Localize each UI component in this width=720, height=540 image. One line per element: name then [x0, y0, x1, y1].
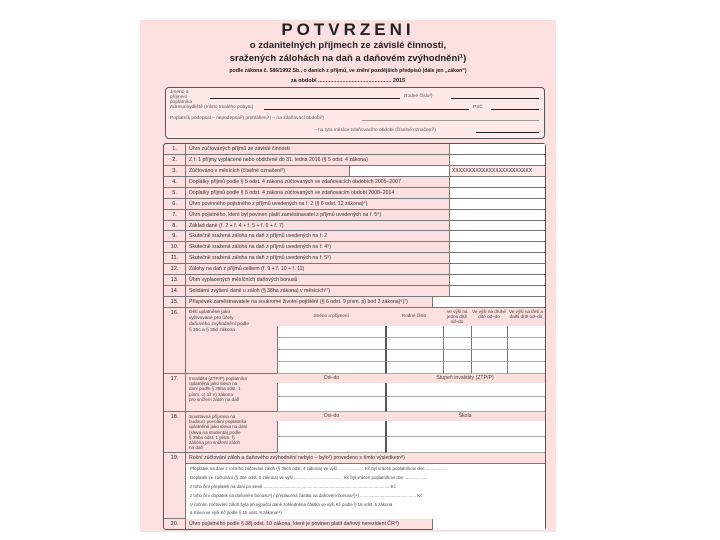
row-value-field[interactable] — [449, 210, 545, 220]
declaration-label: Poplatník podepsal – nepodepsal²) prohlášení¹) – na zdaňovací období²) — [170, 116, 325, 121]
months-value-field[interactable] — [349, 166, 449, 176]
child-cell-field[interactable] — [443, 338, 471, 350]
col-header-od-do: Od–do — [323, 413, 340, 419]
row-20-value-field[interactable] — [432, 519, 545, 530]
certificate-form — [140, 20, 556, 532]
row-value-field[interactable] — [449, 286, 545, 296]
row-label: budoucí povolání poplatníka — [189, 419, 247, 425]
row-16-label: § 35c a § 35d zákona — [189, 328, 235, 333]
row-label: zákona pro snížení záloh — [189, 440, 241, 445]
row-20 — [164, 519, 545, 530]
table-row — [164, 188, 545, 199]
row-label: Skutečně sražená záloha na daň z příjmů uvedených na ř. 2 — [189, 233, 328, 240]
row-label: Úhrn pojistného, které byl povinen platit zaměstnavatel z příjmů uvedených na ř. 5⁴) — [189, 211, 382, 218]
col-header: Rodné číslo — [401, 313, 427, 318]
row-3-crossed-out: XXXXXXXXXXXXXXXXXXXXXXXX — [449, 166, 545, 176]
birth-number-label: Rodné číslo²) — [404, 94, 433, 99]
child-cell-field[interactable] — [277, 338, 385, 350]
row-label: uplatněná jako sleva na dani — [189, 424, 248, 430]
table-row — [164, 275, 545, 286]
school-field[interactable] — [385, 421, 545, 437]
row-number: 8. — [164, 221, 186, 231]
income-table — [163, 143, 546, 530]
row-value-field[interactable] — [432, 297, 545, 307]
row-number: 14. — [164, 286, 186, 296]
row-value-field[interactable] — [449, 221, 545, 231]
child-cell-field[interactable] — [277, 350, 385, 362]
settlement-details — [186, 463, 545, 519]
taxpayer-header — [165, 87, 545, 139]
row-number: 9. — [164, 231, 186, 241]
row-label: Skutečně sražená záloha na daň z příjmů uvedených na ř. 4⁵) — [189, 244, 332, 251]
row-number: 11. — [164, 253, 186, 263]
table-row — [164, 155, 545, 166]
table-row — [164, 199, 545, 210]
col-header-school: Škola — [458, 413, 472, 419]
table-row — [164, 177, 545, 188]
row-number: 6. — [164, 199, 186, 209]
child-cell-field[interactable] — [507, 362, 545, 374]
row-label: pro snížení záloh na daň — [189, 396, 240, 402]
months-label: – na tyto měsíce zdaňovacího období (číselné označení³) — [314, 128, 436, 133]
table-row — [164, 166, 545, 177]
row-number: 3. — [164, 166, 186, 176]
settlement-line: z toho činí přeplatek na dani po slevě ....................................................................................................... Kč — [190, 484, 396, 489]
row-number: 7. — [164, 210, 186, 220]
row-16-label: Děti uplatněné jako — [189, 310, 231, 315]
study-period-field[interactable] — [277, 437, 385, 453]
row-value-field[interactable] — [449, 199, 545, 209]
address-label: Adresa bydliště (místo trvalého pobytu) — [170, 105, 254, 110]
row-label: Příspěvek zaměstnavatele na soukromé životní pojištění (§ 6 odst. 9 písm. p) bod 3 zákona)⁶)⁷) — [189, 299, 408, 306]
invalidity-period-field[interactable] — [277, 397, 385, 412]
invalidity-degree-field[interactable] — [385, 383, 545, 397]
row-16-children — [164, 308, 545, 374]
row-label: Skutečně sražená záloha na daň z příjmů uvedených na ř. 5⁵) — [189, 255, 332, 262]
row-17-invalidity — [164, 374, 545, 412]
row-label: na daň — [189, 445, 204, 451]
col-header: Ve výši na třetí a další dítě od–do — [509, 309, 543, 319]
col-header: Jméno a příjmení — [313, 313, 349, 318]
child-cell-field[interactable] — [443, 326, 471, 338]
row-label: Invalidita (ZTP/P) poplatníka — [189, 376, 247, 381]
row-number: 12. — [164, 264, 186, 274]
row-value-field[interactable] — [449, 264, 545, 274]
child-cell-field[interactable] — [471, 362, 507, 374]
row-number: 15. — [164, 297, 186, 307]
child-cell-field[interactable] — [507, 326, 545, 338]
table-row — [164, 242, 545, 253]
col-header-od-do: Od–do — [323, 375, 340, 381]
row-label: Soustavná příprava na — [189, 414, 236, 419]
school-field[interactable] — [385, 437, 545, 453]
row-number: 18. — [164, 412, 186, 452]
psc-field[interactable] — [491, 109, 539, 110]
settlement-line: a Sleva ve výši Kč podle § 15 odst. 8 zákona¹⁶) — [190, 510, 282, 515]
child-cell-field[interactable] — [471, 350, 507, 362]
invalidity-period-field[interactable] — [277, 383, 385, 397]
form-title: POTVRZENI — [281, 20, 415, 39]
child-cell-field[interactable] — [507, 338, 545, 350]
address-field[interactable] — [264, 109, 469, 110]
name-label: Jméno a příjmení poplatníka — [170, 90, 193, 105]
row-number: 13. — [164, 275, 186, 285]
row-number: 5. — [164, 188, 186, 198]
child-cell-field[interactable] — [277, 362, 385, 374]
row-label: Solidární zvýšení daně u záloh (§ 38ha zákona) v měsících¹⁷) — [189, 288, 331, 295]
child-cell-field[interactable] — [385, 326, 443, 338]
form-subtitle-2: sražených zálohách na daň a daňovém zvýhodnění¹) — [229, 53, 467, 64]
name-field[interactable] — [210, 98, 400, 99]
psc-label: PSČ — [473, 105, 483, 110]
child-cell-field[interactable] — [471, 326, 507, 338]
child-cell-field[interactable] — [385, 338, 443, 350]
row-label: Úhrn povinného pojistného z příjmů uvedených na ř. 2 (§ 6 odst. 12 zákona)⁴) — [189, 200, 368, 207]
row-number: 1. — [164, 144, 186, 154]
row-value-field[interactable] — [449, 188, 545, 198]
row-16-label: vyživované pro účely — [189, 316, 234, 321]
row-19-heading: Roční zúčtování záloh a daňového zvýhodnění nebylo – bylo²) provedeno s tímto výsledkem⁸) — [189, 455, 405, 461]
row-label: Úhrn vyplacených měsíčních daňových bonusů — [189, 277, 298, 284]
table-row — [164, 231, 545, 242]
row-value-field[interactable] — [449, 177, 545, 187]
row-value-field[interactable] — [449, 275, 545, 285]
row-18-student — [164, 412, 545, 453]
row-value-field[interactable] — [449, 242, 545, 252]
row-number: 4. — [164, 177, 186, 187]
settlement-line: z toho činí doplatek na daňovém bonusu⁹) / přeplacená částka na daňovém bonusu²)⁹) .............................................. Kč — [190, 493, 423, 498]
row-label: Doplatky příjmů podle § 5 odst. 4 zákona zúčtovaných ve zdaňovacích obdobích 2005–2007 — [189, 178, 401, 185]
row-number: 2. — [164, 155, 186, 165]
row-value-field[interactable] — [449, 231, 545, 241]
form-subtitle-1: o zdanitelných příjmech ze závislé činnosti, — [249, 40, 447, 51]
birth-number-field[interactable] — [451, 98, 539, 99]
row-number: 19. — [164, 453, 186, 518]
row-label: Zálohy na daň z příjmů celkem (ř. 9 + ř. 10 + ř. 11) — [189, 266, 305, 273]
child-cell-field[interactable] — [471, 338, 507, 350]
col-header: Ve výši na jedno dítě od–do — [446, 309, 468, 324]
row-label: Z ř. 1 příjmy vyplacené nebo obdržené do 31. ledna 2016 (§ 5 odst. 4 zákona) — [189, 156, 368, 163]
months-field[interactable] — [476, 132, 539, 133]
settlement-line: V ročním zúčtování záloh byla při výpočtu daně zohledněna částka ve výši Kč podle § 16 odst. 5 zákona — [190, 502, 393, 507]
table-row — [164, 253, 545, 264]
row-value-field[interactable] — [449, 144, 545, 154]
table-row — [164, 264, 545, 275]
table-row — [164, 286, 545, 297]
row-number: 17. — [164, 374, 186, 411]
row-label: písm. c) až e) zákona — [189, 391, 233, 397]
law-reference: podle zákona č. 586/1992 Sb., o daních z příjmů, ve znění pozdějších předpisů (dále jen „zákon“) — [229, 68, 467, 74]
settlement-line: Doplatek ze zúčtování (§ 38ё odst. 5 zákona) ve výši ........................................ Kč byl vrácen poplatníkovi dne .................. — [190, 475, 427, 480]
row-label: (sleva na studenta) podle — [189, 429, 241, 435]
study-period-field[interactable] — [277, 421, 385, 437]
row-label: § 35ba odst. 1 písm. f) — [189, 434, 235, 440]
row-value-field[interactable] — [449, 155, 545, 165]
period: za období ................................................ 2015 — [290, 78, 406, 84]
child-cell-field[interactable] — [443, 350, 471, 362]
child-cell-field[interactable] — [385, 350, 443, 362]
row-number: 20. — [164, 519, 186, 530]
col-header: Ve výši na druhé dítě od–do — [472, 309, 506, 319]
row-label: Základ daně (ř. 2 + ř. 4 + ř. 5 + ř. 6 + ř. 7) — [189, 222, 284, 229]
table-row — [164, 221, 545, 232]
child-cell-field[interactable] — [507, 350, 545, 362]
row-number: 16. — [164, 308, 186, 373]
child-cell-field[interactable] — [277, 326, 385, 338]
invalidity-degree-field[interactable] — [385, 397, 545, 412]
table-row — [164, 144, 545, 155]
row-label: Úhrn pojistného podle § 38j odst. 10 zákona, které je povinen platit daňový nerezident ČR⁴) — [189, 521, 399, 527]
row-label: uplatněná jako sleva na — [189, 381, 238, 387]
row-value-field[interactable] — [449, 253, 545, 263]
row-label: Doplatky příjmů podle § 5 odst. 4 zákona zúčtovaných ve zdaňovacím období 2008–2014 — [189, 189, 395, 196]
declaration-period-field[interactable] — [362, 120, 539, 121]
row-label: dani podle § 35ba odst. 1 — [189, 386, 241, 392]
settlement-line: Přeplatek na dani z ročního zúčtování záloh (§ 38ch odst. 4 zákona) ve výši ..................... Kč byl vrácen poplatníkovi dne .................. — [190, 466, 448, 471]
child-cell-field[interactable] — [385, 362, 443, 374]
child-cell-field[interactable] — [443, 362, 471, 374]
row-16-label: daňového zvýhodnění podle — [189, 322, 250, 327]
col-header-invalidity-degree: Stupeň invalidity (ZTP/P) — [436, 375, 494, 381]
row-19-annual-settlement — [164, 453, 545, 519]
row-label: Zúčtováno v měsících (číselné označení³) — [189, 167, 286, 174]
row-label: Úhrn zúčtovaných příjmů ze závislé činnosti — [189, 146, 290, 152]
row-number: 10. — [164, 242, 186, 252]
table-row — [164, 210, 545, 221]
table-row — [164, 297, 545, 308]
